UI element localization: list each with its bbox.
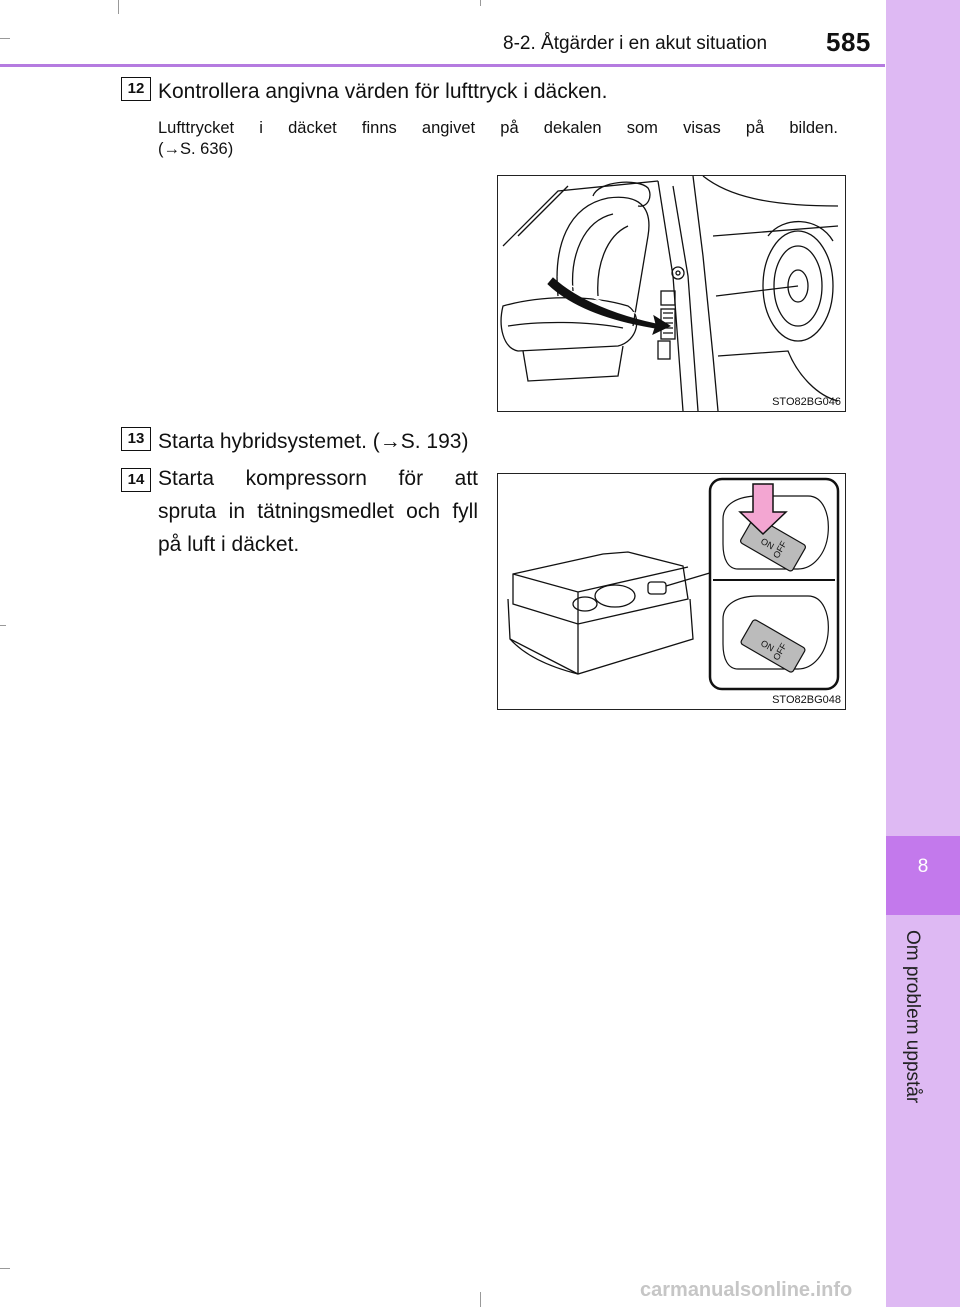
step-14-line-1: Starta kompressorn för att [158,467,478,490]
chapter-number: 8 [917,856,929,877]
crop-mark [0,1268,10,1269]
section-header: 8-2. Åtgärder i en akut situation [503,33,768,54]
page-number: 585 [826,27,871,57]
crop-mark [480,1292,481,1307]
switch-on-label-top: ON [759,536,776,552]
compressor-illustration [498,474,845,709]
crop-mark [118,0,119,14]
crop-mark [0,625,6,626]
step-13-text: Starta hybridsystemet. (→S. 193) [158,430,469,453]
step-14-line-3: på luft i däcket. [158,533,300,556]
tire-pressure-label-figure [497,175,846,412]
chapter-title: Om problem uppstår [902,930,923,1104]
car-door-illustration [498,176,845,411]
step-12-page-ref: (→S. 636) [158,140,234,158]
compressor-switch-figure [497,473,846,710]
switch-off-label-top: OFF [771,539,789,560]
step-badge-14: 14 [121,468,151,492]
step-12-subtext: Lufttrycket i däcket finns angivet på dekalen som visas på bilden. [158,119,838,137]
crop-mark [480,0,481,6]
step-badge-13: 13 [121,427,151,451]
switch-off-label-bottom: OFF [771,641,789,662]
step-14-text [158,462,478,561]
figure-code: STO82BG048 [772,694,841,706]
switch-on-label-bottom: ON [759,638,776,654]
watermark: carmanualsonline.info [640,1279,853,1301]
header-divider [0,64,885,67]
step-14-line-2: spruta in tätningsmedlet och fyll [158,500,478,523]
step-12-text: Kontrollera angivna värden för lufttryck i däcken. [158,80,608,103]
crop-mark [0,38,10,39]
figure-code: STO82BG046 [772,396,841,408]
step-badge-12: 12 [121,77,151,101]
chapter-side-tab [886,0,960,1307]
